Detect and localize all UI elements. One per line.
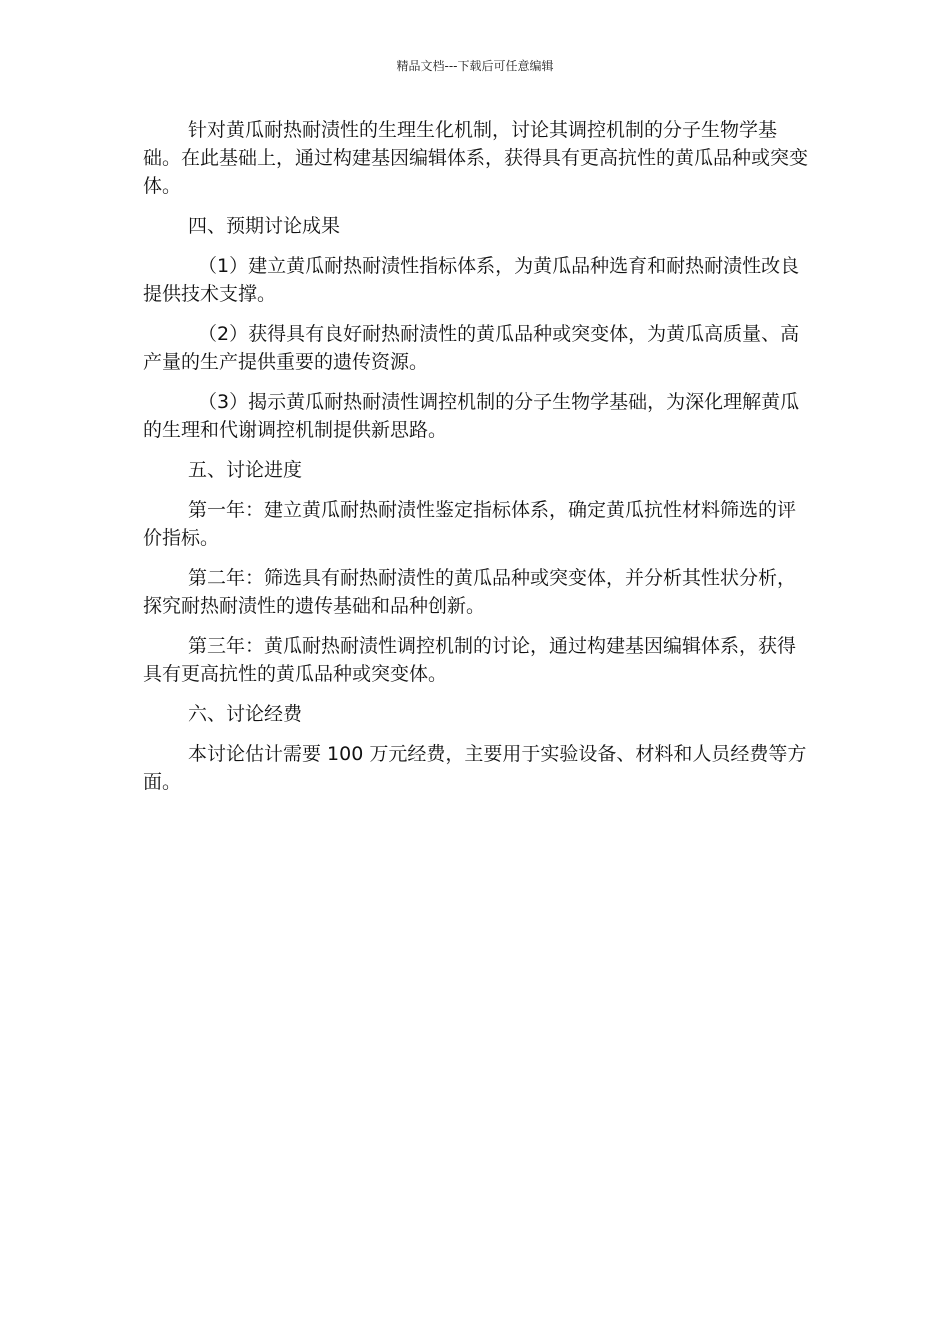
list-item-result-2: （2）获得具有良好耐热耐渍性的黄瓜品种或突变体，为黄瓜高质量、高产量的生产提供重要的遗传资源。: [143, 323, 800, 373]
paragraph-year-3: 第三年：黄瓜耐热耐渍性调控机制的讨论，通过构建基因编辑体系，获得具有更高抗性的黄瓜品种或突变体。: [143, 635, 797, 685]
document-body: [143, 116, 813, 808]
paragraph-year-2: 第二年：筛选具有耐热耐渍性的黄瓜品种或突变体，并分析其性状分析，探究耐热耐渍性的遗传基础和品种创新。: [143, 567, 797, 617]
paragraph-research-basis: 针对黄瓜耐热耐渍性的生理生化机制，讨论其调控机制的分子生物学基础。在此基础上，通过构建基因编辑体系，获得具有更高抗性的黄瓜品种或突变体。: [143, 119, 809, 197]
section-heading-schedule: 五、讨论进度: [188, 459, 303, 481]
list-item-result-3: （3）揭示黄瓜耐热耐渍性调控机制的分子生物学基础，为深化理解黄瓜的生理和代谢调控机制提供新思路。: [143, 391, 800, 441]
section-heading-budget: 六、讨论经费: [188, 703, 303, 725]
list-item-result-1: （1）建立黄瓜耐热耐渍性指标体系，为黄瓜品种选育和耐热耐渍性改良提供技术支撑。: [143, 255, 800, 305]
paragraph-year-1: 第一年：建立黄瓜耐热耐渍性鉴定指标体系，确定黄瓜抗性材料筛选的评价指标。: [143, 499, 797, 549]
page-header: 精品文档---下载后可任意编辑: [396, 59, 554, 73]
paragraph-budget: 本讨论估计需要 100 万元经费，主要用于实验设备、材料和人员经费等方面。: [143, 743, 807, 793]
section-heading-expected-results: 四、预期讨论成果: [188, 215, 341, 237]
